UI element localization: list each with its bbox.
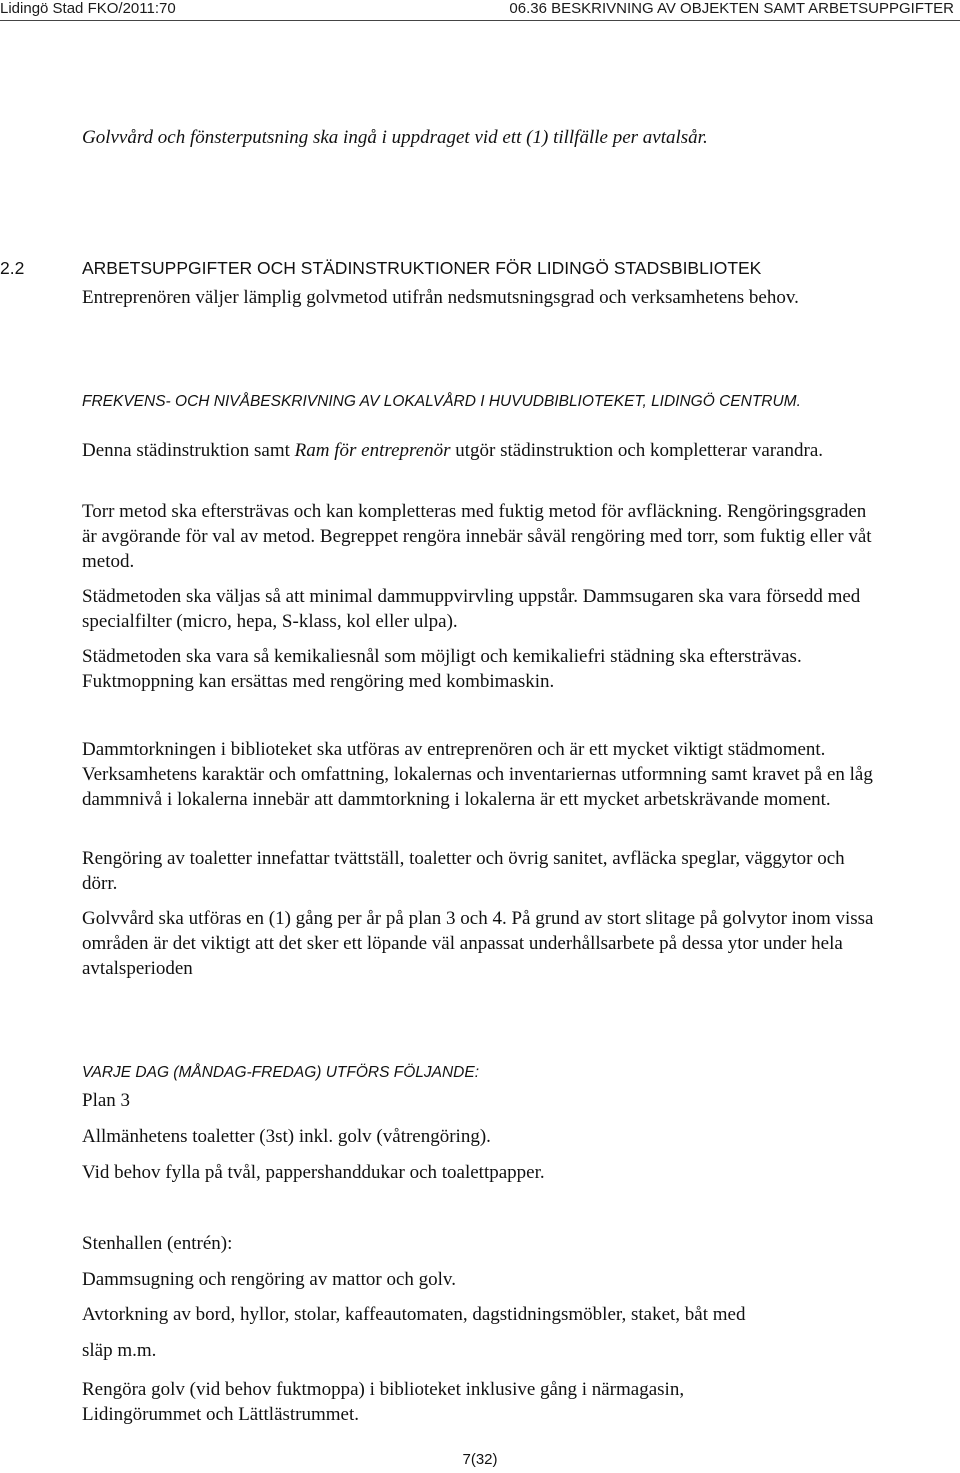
section-lead-paragraph: Entreprenören väljer lämplig golvmetod utifrån nedsmutsningsgrad och verksamhetens behov. bbox=[82, 287, 799, 308]
daily-heading: VARJE DAG (MÅNDAG-FREDAG) UTFÖRS FÖLJANDE: bbox=[82, 1064, 480, 1081]
frequency-paragraph-4: Städmetoden ska vara så kemikaliesnål som möjligt och kemikaliefri städning ska eftersträvas. Fuktmoppning kan ersättas med rengöring med kombimaskin. bbox=[82, 646, 802, 692]
daily-item: Allmänhetens toaletter (3st) inkl. golv (våtrengöring). bbox=[82, 1126, 491, 1147]
page-header bbox=[0, 0, 960, 20]
frequency-paragraph-1: Denna städinstruktion samt Ram för entreprenör utgör städinstruktion och kompletterar varandra. bbox=[82, 440, 824, 461]
details-paragraph-2: Rengöring av toaletter innefattar tvättställ, toaletter och övrig sanitet, avfläcka speglar, väggytor och dörr. bbox=[82, 848, 845, 894]
daily-item: Dammsugning och rengöring av mattor och golv. bbox=[82, 1269, 456, 1290]
entrance-label: Stenhallen (entrén): bbox=[82, 1233, 233, 1254]
frequency-heading: FREKVENS- OCH NIVÅBESKRIVNING AV LOKALVÅRD I HUVUDBIBLIOTEKET, LIDINGÖ CENTRUM. bbox=[82, 393, 801, 410]
section-number: 2.2 bbox=[0, 258, 25, 278]
header-divider bbox=[0, 20, 960, 21]
section-title: ARBETSUPPGIFTER OCH STÄDINSTRUKTIONER FÖR LIDINGÖ STADSBIBLIOTEK bbox=[82, 258, 762, 278]
daily-item: Avtorkning av bord, hyllor, stolar, kaffeautomaten, dagstidningsmöbler, staket, båt med bbox=[82, 1304, 746, 1325]
header-document-id: Lidingö Stad FKO/2011:70 bbox=[0, 0, 176, 17]
daily-item-continuation: släp m.m. bbox=[82, 1340, 157, 1361]
plan-label: Plan 3 bbox=[82, 1090, 131, 1111]
intro-paragraph: Golvvård och fönsterputsning ska ingå i uppdraget vid ett (1) tillfälle per avtalsår. bbox=[82, 127, 708, 148]
frequency-paragraph-3: Städmetoden ska väljas så att minimal dammuppvirvling uppstår. Dammsugaren ska vara försedd med specialfilter (micro, hepa, S-klass, kol eller ulpa). bbox=[82, 586, 861, 632]
reference-title: Ram för entreprenör bbox=[294, 440, 451, 461]
daily-item: Rengöra golv (vid behov fuktmoppa) i biblioteket inklusive gång i närmagasin, Lidingörummet och Lättlästrummet. bbox=[82, 1379, 685, 1425]
daily-item: Vid behov fylla på tvål, pappershanddukar och toalettpapper. bbox=[82, 1162, 545, 1183]
details-paragraph-3: Golvvård ska utföras en (1) gång per år på plan 3 och 4. På grund av stort slitage på golvytor inom vissa områden är det viktigt att det sker ett löpande väl anpassat underhållsarbete på dessa ytor under hela avtalsperioden bbox=[82, 908, 874, 979]
frequency-paragraph-2: Torr metod ska eftersträvas och kan kompletteras med fuktig metod för avfläckning. Rengöringsgraden är avgörande för val av metod. Begreppet rengöra innebär såväl rengöring med torr, som fuktig eller våt metod. bbox=[82, 501, 872, 572]
header-section-title: 06.36 BESKRIVNING AV OBJEKTEN SAMT ARBETSUPPGIFTER bbox=[509, 0, 954, 17]
details-paragraph-1: Dammtorkningen i biblioteket ska utföras av entreprenören och är ett mycket viktigt städmoment. Verksamhetens karaktär och omfattning, lokalernas och inventariernas utformning samt kravet på en låg dammnivå i lokalerna innebär att dammtorkning i lokalerna är ett mycket arbetskrävande moment. bbox=[82, 739, 873, 810]
page-number: 7(32) bbox=[462, 1451, 498, 1468]
